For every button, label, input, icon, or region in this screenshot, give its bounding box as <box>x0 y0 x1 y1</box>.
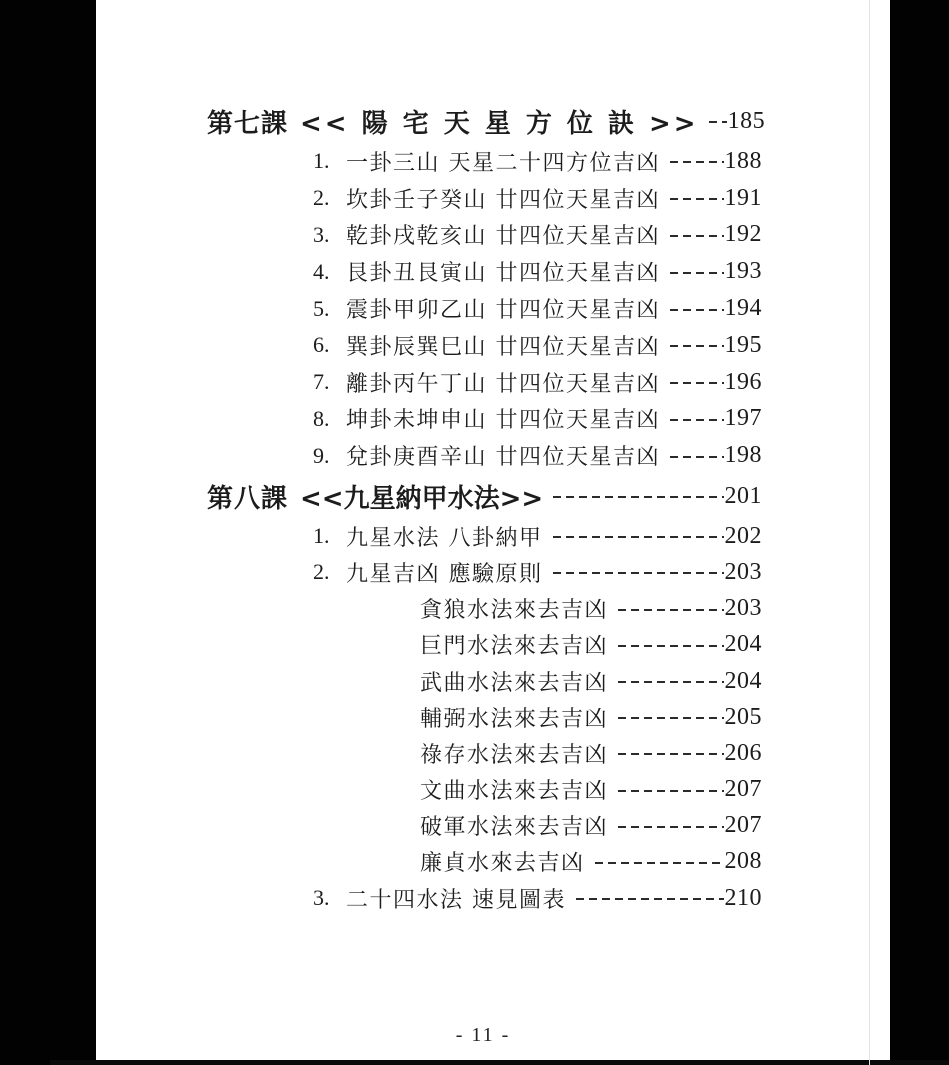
item-title: 破軍水法來去吉凶 <box>420 815 609 841</box>
item-title: 廉貞水來去吉凶 <box>420 851 585 877</box>
item-number: 2. <box>313 559 330 585</box>
page-number: 185 <box>727 107 766 134</box>
page-number: 204 <box>724 631 762 658</box>
toc-item <box>207 518 762 554</box>
item-title: 離卦丙午丁山 廿四位天星吉凶 <box>346 371 660 397</box>
section-label: 第八課 <box>207 483 289 514</box>
item-number: 8. <box>313 405 330 431</box>
page-number: 201 <box>724 482 762 509</box>
leader-line <box>670 198 724 200</box>
toc-item <box>207 880 762 916</box>
item-title: 坎卦壬子癸山 廿四位天星吉凶 <box>346 187 660 213</box>
toc-item <box>207 143 762 180</box>
toc-item <box>207 844 762 880</box>
page-number: 203 <box>724 558 762 585</box>
item-title: 一卦三山 天星二十四方位吉凶 <box>346 150 660 176</box>
page-number: 202 <box>724 522 762 549</box>
toc-item <box>207 364 762 401</box>
leader-line <box>618 681 723 683</box>
scan-edge-right <box>890 0 949 1065</box>
item-number: 5. <box>313 295 330 321</box>
section-title: <<九星納甲水法>> <box>300 483 544 514</box>
leader-line <box>553 572 724 574</box>
item-number: 7. <box>313 369 330 395</box>
item-number: 6. <box>313 332 330 358</box>
item-number: 9. <box>313 442 330 468</box>
item-title: 艮卦丑艮寅山 廿四位天星吉凶 <box>346 261 660 287</box>
toc-item <box>207 290 762 327</box>
leader-line <box>670 309 724 311</box>
toc-item <box>207 808 762 844</box>
toc-item <box>207 180 762 217</box>
page-number: 206 <box>724 739 762 766</box>
item-title: 祿存水法來去吉凶 <box>420 742 609 768</box>
toc-item <box>207 591 762 627</box>
item-title: 乾卦戌乾亥山 廿四位天星吉凶 <box>346 224 660 250</box>
leader-line <box>595 862 724 864</box>
leader-line <box>618 645 723 647</box>
toc-item <box>207 735 762 771</box>
toc-item <box>207 663 762 699</box>
section-label: 第七課 <box>207 108 289 139</box>
item-title: 貪狼水法來去吉凶 <box>420 598 609 624</box>
page-number: 188 <box>724 147 762 174</box>
item-number: 1. <box>313 148 330 174</box>
toc-section <box>207 99 766 474</box>
item-title: 二十四水法 速見圖表 <box>346 887 566 913</box>
item-number: 4. <box>313 258 330 284</box>
leader-line <box>618 609 723 611</box>
leader-line <box>670 235 724 237</box>
item-title: 九星吉凶 應驗原則 <box>346 561 543 587</box>
leader-line <box>576 898 724 900</box>
item-title: 震卦甲卯乙山 廿四位天星吉凶 <box>346 298 660 324</box>
page-number: 207 <box>724 776 762 803</box>
leader-line <box>553 496 723 498</box>
leader-line <box>670 419 724 421</box>
page-number: 193 <box>724 258 762 285</box>
item-number: 1. <box>313 523 330 549</box>
item-title: 巨門水法來去吉凶 <box>420 634 609 660</box>
leader-line <box>670 456 724 458</box>
item-title: 九星水法 八卦納甲 <box>346 525 543 551</box>
toc-item <box>207 437 762 474</box>
section-header <box>207 99 766 143</box>
leader-line <box>670 382 724 384</box>
item-title: 兌卦庚酉辛山 廿四位天星吉凶 <box>346 445 660 471</box>
item-title: 文曲水法來去吉凶 <box>420 779 609 805</box>
page-number: 208 <box>724 848 762 875</box>
page-number: 198 <box>724 442 762 469</box>
toc-item <box>207 327 762 364</box>
item-title: 巽卦辰巽巳山 廿四位天星吉凶 <box>346 334 660 360</box>
item-number: 3. <box>313 885 330 911</box>
item-title: 輔弼水法來去吉凶 <box>420 706 609 732</box>
page-number: 210 <box>724 884 762 911</box>
section-title: << 陽 宅 天 星 方 位 訣 >> <box>300 108 699 139</box>
page-number: 207 <box>724 812 762 839</box>
leader-line <box>709 121 727 123</box>
toc-item <box>207 627 762 663</box>
leader-line <box>618 753 723 755</box>
leader-line <box>553 536 724 538</box>
scan-edge-left <box>0 0 96 1065</box>
page-number: 203 <box>724 595 762 622</box>
page-number: 192 <box>724 221 762 248</box>
leader-line <box>670 272 724 274</box>
toc-item <box>207 699 762 735</box>
leader-line <box>670 345 724 347</box>
leader-line <box>618 826 723 828</box>
item-number: 3. <box>313 221 330 247</box>
section-header <box>207 474 762 518</box>
toc-item <box>207 401 762 438</box>
leader-line <box>670 161 724 163</box>
item-title: 坤卦未坤申山 廿四位天星吉凶 <box>346 408 660 434</box>
item-title: 武曲水法來去吉凶 <box>420 670 609 696</box>
page-number: 205 <box>724 703 762 730</box>
page-footer: - 11 - <box>455 1024 511 1046</box>
page-number: 191 <box>724 184 762 211</box>
toc-item <box>207 217 762 254</box>
page-number: 197 <box>724 405 762 432</box>
page-number: 196 <box>724 368 762 395</box>
toc-item <box>207 554 762 590</box>
page-edge-shadow-line <box>869 0 870 1065</box>
item-number: 2. <box>313 185 330 211</box>
page-number: 195 <box>724 331 762 358</box>
table-of-contents <box>207 99 766 916</box>
toc-item <box>207 771 762 807</box>
scan-edge-bottom <box>50 1060 949 1065</box>
page-number: 194 <box>724 295 762 322</box>
leader-line <box>618 717 723 719</box>
leader-line <box>618 790 723 792</box>
toc-section <box>207 474 762 916</box>
page-number: 204 <box>724 667 762 694</box>
toc-item <box>207 253 762 290</box>
